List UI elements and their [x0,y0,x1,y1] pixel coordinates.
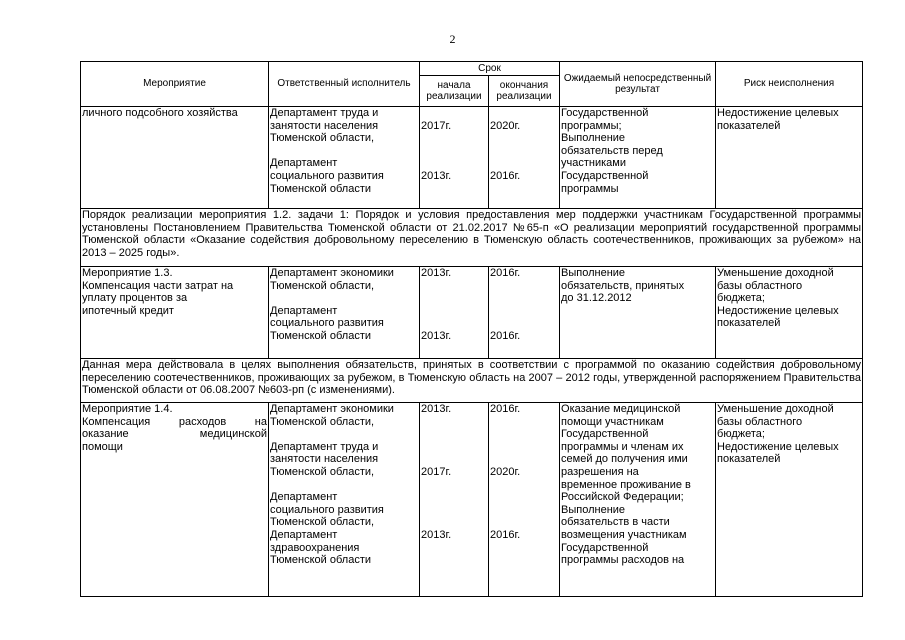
responsible-line: социального развития [270,503,384,516]
page-number: 2 [449,32,456,46]
result-line: временное проживание в [561,478,691,491]
header-expected-result: Ожидаемый непосредственный результат [560,62,716,107]
table-row [81,107,863,209]
responsible-line: Тюменской области, [270,279,375,292]
header-measure: Мероприятие [81,62,269,107]
start-year: 2013г. [421,528,452,541]
responsible-cell [269,403,420,597]
start-year: 2013г. [421,267,452,279]
header-row-top [81,62,863,76]
end-year: 2020г. [490,465,521,478]
measure-line: Мероприятие 1.3. [82,267,173,279]
responsible-line: Департамент [270,491,338,504]
responsible-line: Департамент экономики [270,403,394,415]
responsible-cell [269,107,420,209]
risk-cell [716,107,863,209]
risk-line: базы областного [717,415,803,428]
start-year: 2013г. [421,169,452,182]
result-line: Выполнение [561,132,626,145]
responsible-cell [269,267,420,359]
table-row [81,267,863,359]
measure-cell [81,107,269,209]
result-line: программы; [561,119,622,132]
end-cell [489,267,560,359]
responsible-line: Тюменской области, [270,415,375,428]
header-term: Срок [420,62,560,76]
risk-cell [716,403,863,597]
note-text: Данная мера действовала в целях выполнения обязательств, принятых в соответствии с программой по оказанию содействия добровольному переселению соотечественников, проживающих за рубежом, в Тюменскую область на 2007 – 2012 годы, утвержденной распоряжением Правительства Тюменской области от 06.08.2007 №603-рп (с изменениями). [82,359,862,397]
responsible-line: Тюменской области, [270,465,375,478]
header-responsible: Ответственный исполнитель [269,62,420,107]
note-cell [81,359,863,403]
result-line: участниками [561,157,627,170]
responsible-line: Тюменской области, [270,516,375,529]
result-line: Оказание медицинской [561,403,681,415]
result-line: Российской Федерации; [561,491,684,504]
end-year: 2016г. [490,169,521,182]
risk-line: показателей [717,317,781,330]
risk-line: показателей [717,453,781,466]
result-line: обязательств перед [561,144,663,157]
note-row [81,209,863,267]
end-year: 2016г. [490,329,521,342]
result-line: Выполнение [561,503,626,516]
responsible-line: Тюменской области [270,182,372,195]
risk-line: Недостижение целевых [717,304,839,317]
responsible-line: Тюменской области [270,554,372,567]
risk-line: базы областного [717,279,803,292]
result-line: семей до получения ими [561,453,688,466]
start-year: 2017г. [421,465,452,478]
result-line: программы расходов на [561,554,685,567]
risk-line: бюджета; [717,292,765,305]
measure-line: Мероприятие 1.4. [82,403,173,415]
risk-line: Недостижение целевых [717,440,839,453]
measure-line: Компенсация части затрат на [82,279,234,292]
responsible-line: Тюменской области [270,329,372,342]
end-year: 2016г. [490,528,521,541]
responsible-line: Департамент [270,157,338,170]
note-cell [81,209,863,267]
start-cell [420,403,489,597]
result-line: помощи участникам [561,415,664,428]
risk-line: Уменьшение доходной [717,267,834,279]
start-year: 2013г. [421,403,452,415]
result-cell [560,107,716,209]
note-text: Порядок реализации мероприятия 1.2. задачи 1: Порядок и условия предоставления мер поддержки участникам Государственной программы установлены Постановлением Правительства Тюменской области от 21.02.2017 №65-п «О реализации мероприятий государственной программы Тюменской области «Оказание содействия добровольному переселению в Тюменскую область соотечественников, проживающих за рубежом» на 2013 – 2025 годы». [82,209,862,259]
responsible-line: Департамент экономики [270,267,394,279]
result-line: программы [561,182,619,195]
result-line: Государственной [561,541,649,554]
result-line: разрешения на [561,465,639,478]
result-line: возмещения участникам [561,528,687,541]
risk-line: Уменьшение доходной [717,403,834,415]
responsible-line: Департамент труда и [270,107,379,119]
result-line: Государственной [561,169,649,182]
responsible-line: социального развития [270,169,384,182]
responsible-line: Департамент [270,304,338,317]
responsible-line: Тюменской области, [270,132,375,145]
result-line: до 31.12.2012 [561,292,632,305]
measure-line: ипотечный кредит [82,304,174,317]
measures-table [80,61,863,597]
measure-cell [81,403,269,597]
end-cell [489,107,560,209]
risk-line: Недостижение целевых [717,107,839,119]
measure-text: личного подсобного хозяйства [82,107,238,119]
table-row [81,403,863,597]
result-line: обязательств, принятых [561,279,685,292]
header-term-start: начала реализации [420,76,489,107]
measure-line: помощи [82,440,123,453]
header-risk: Риск неисполнения [716,62,863,107]
measure-line: оказание медицинской [82,428,267,441]
responsible-line: занятости населения [270,453,379,466]
note-row [81,359,863,403]
risk-cell [716,267,863,359]
result-line: Выполнение [561,267,626,279]
end-year: 2020г. [490,119,521,132]
end-cell [489,403,560,597]
start-cell [420,107,489,209]
start-cell [420,267,489,359]
end-year: 2016г. [490,267,521,279]
responsible-line: Департамент [270,528,338,541]
start-year: 2017г. [421,119,452,132]
measure-line: уплату процентов за [82,292,188,305]
risk-line: бюджета; [717,428,765,441]
result-cell [560,403,716,597]
responsible-line: занятости населения [270,119,379,132]
result-cell [560,267,716,359]
end-year: 2016г. [490,403,521,415]
measure-cell [81,267,269,359]
result-line: программы и членам их [561,440,684,453]
start-year: 2013г. [421,329,452,342]
header-term-end: окончания реализации [489,76,560,107]
measure-line: Компенсация расходов на [82,415,267,428]
result-line: Государственной [561,107,649,119]
responsible-line: социального развития [270,317,384,330]
responsible-line: Департамент труда и [270,440,379,453]
risk-line: показателей [717,119,781,132]
responsible-line: здравоохранения [270,541,360,554]
result-line: Государственной [561,428,649,441]
result-line: обязательств в части [561,516,670,529]
